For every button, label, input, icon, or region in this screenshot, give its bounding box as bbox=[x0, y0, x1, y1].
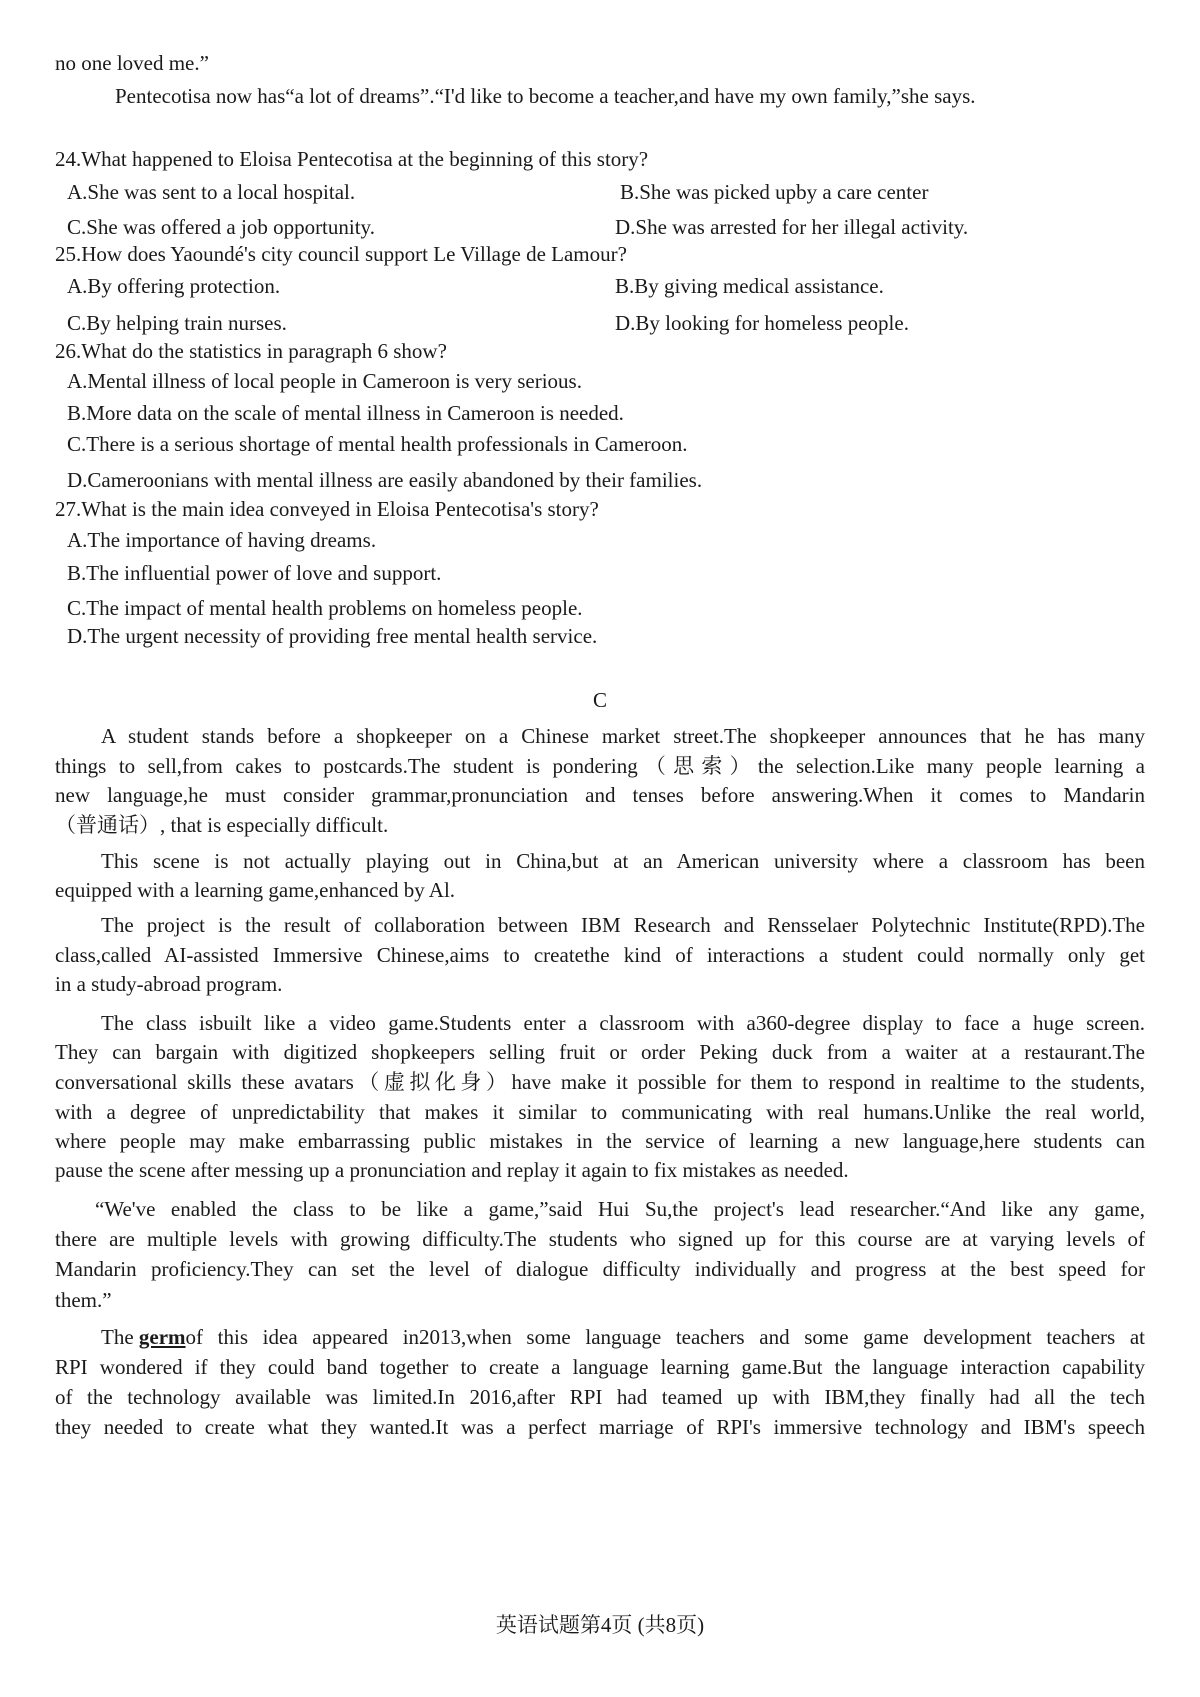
paragraph-line: they needed to create what they wanted.It was a perfect marriage of RPI's immersive technology and IBM's speech bbox=[55, 1415, 1145, 1439]
option-b: B.The influential power of love and support. bbox=[67, 561, 442, 585]
section-heading: C bbox=[592, 688, 607, 712]
paragraph-line: pause the scene after messing up a pronunciation and replay it again to fix mistakes as needed. bbox=[55, 1158, 849, 1182]
option-d: D.She was arrested for her illegal activity. bbox=[615, 215, 969, 239]
option-b: B.She was picked upby a care center bbox=[620, 180, 929, 204]
line-prefix: The bbox=[101, 1325, 139, 1349]
option-a: A.By offering protection. bbox=[67, 274, 281, 298]
paragraph-line: class,called AI-assisted Immersive Chinese,aims to createthe kind of interactions a student could normally only get bbox=[55, 943, 1145, 967]
option-d: D.The urgent necessity of providing free mental health service. bbox=[67, 624, 598, 648]
option-d: D.Cameroonians with mental illness are easily abandoned by their families. bbox=[67, 468, 703, 492]
intro-line-2: Pentecotisa now has“a lot of dreams”.“I'd like to become a teacher,and have my own family,”she says. bbox=[115, 84, 976, 108]
option-b: B.More data on the scale of mental illness in Cameroon is needed. bbox=[67, 401, 624, 425]
paragraph-line: conversational skills these avatars（虚拟化身）have make it possible for them to respond in realtime to the students, bbox=[55, 1070, 1145, 1094]
paragraph-line: new language,he must consider grammar,pronunciation and tenses before answering.When it comes to Mandarin bbox=[55, 783, 1145, 807]
paragraph-line: where people may make embarrassing public mistakes in the service of learning a new language,here students can bbox=[55, 1129, 1145, 1153]
option-c: C.She was offered a job opportunity. bbox=[67, 215, 375, 239]
paragraph-line: （普通话）, that is especially difficult. bbox=[55, 813, 389, 837]
intro-line-1: no one loved me.” bbox=[55, 51, 209, 75]
question-text: 24.What happened to Eloisa Pentecotisa at the beginning of this story? bbox=[55, 147, 649, 171]
paragraph-line: Mandarin proficiency.They can set the level of dialogue difficulty individually and progress at the best speed for bbox=[55, 1257, 1145, 1281]
option-c: C.By helping train nurses. bbox=[67, 311, 287, 335]
paragraph-line: equipped with a learning game,enhanced by Al. bbox=[55, 878, 456, 902]
paragraph-line: in a study-abroad program. bbox=[55, 972, 283, 996]
option-c: C.There is a serious shortage of mental health professionals in Cameroon. bbox=[67, 432, 688, 456]
option-a: A.She was sent to a local hospital. bbox=[67, 180, 356, 204]
paragraph-line: with a degree of unpredictability that makes it similar to communicating with real humans.Unlike the real world, bbox=[55, 1100, 1145, 1124]
option-d: D.By looking for homeless people. bbox=[615, 311, 909, 335]
option-a: A.Mental illness of local people in Cameroon is very serious. bbox=[67, 369, 582, 393]
option-a: A.The importance of having dreams. bbox=[67, 528, 377, 552]
paragraph-line: A student stands before a shopkeeper on a Chinese market street.The shopkeeper announces that he has many bbox=[101, 724, 1145, 748]
paragraph-line: The project is the result of collaboration between IBM Research and Rensselaer Polytechnic Institute(RPD).The bbox=[101, 913, 1145, 937]
paragraph-line: there are multiple levels with growing difficulty.The students who signed up for this course are at varying levels of bbox=[55, 1227, 1145, 1251]
question-text: 25.How does Yaoundé's city council support Le Village de Lamour? bbox=[55, 242, 627, 266]
paragraph-line: them.” bbox=[55, 1288, 112, 1312]
paragraph-line: They can bargain with digitized shopkeepers selling fruit or order Peking duck from a waiter at a restaurant.The bbox=[55, 1040, 1145, 1064]
option-b: B.By giving medical assistance. bbox=[615, 274, 884, 298]
question-text: 27.What is the main idea conveyed in Eloisa Pentecotisa's story? bbox=[55, 497, 599, 521]
paragraph-line bbox=[101, 1327, 1145, 1348]
page-footer: 英语试题第4页 (共8页) bbox=[495, 1613, 705, 1637]
paragraph-line: things to sell,from cakes to postcards.The student is pondering（思索）the selection.Like many people learning a bbox=[55, 754, 1145, 778]
paragraph-line: This scene is not actually playing out in China,but at an American university where a classroom has been bbox=[101, 849, 1145, 873]
paragraph-line: RPI wondered if they could band together to create a language learning game.But the language interaction capability bbox=[55, 1355, 1145, 1379]
option-c: C.The impact of mental health problems on homeless people. bbox=[67, 596, 583, 620]
line-suffix: of this idea appeared in2013,when some language teachers and some game development teachers at bbox=[185, 1325, 1145, 1349]
highlighted-word-germ: germ bbox=[138, 1325, 186, 1349]
question-text: 26.What do the statistics in paragraph 6 show? bbox=[55, 339, 447, 363]
paragraph-line: The class isbuilt like a video game.Students enter a classroom with a360-degree display to face a huge screen. bbox=[101, 1011, 1145, 1035]
paragraph-line: of the technology available was limited.In 2016,after RPI had teamed up with IBM,they finally had all the tech bbox=[55, 1385, 1145, 1409]
paragraph-line: “We've enabled the class to be like a game,”said Hui Su,the project's lead researcher.“And like any game, bbox=[95, 1197, 1145, 1221]
